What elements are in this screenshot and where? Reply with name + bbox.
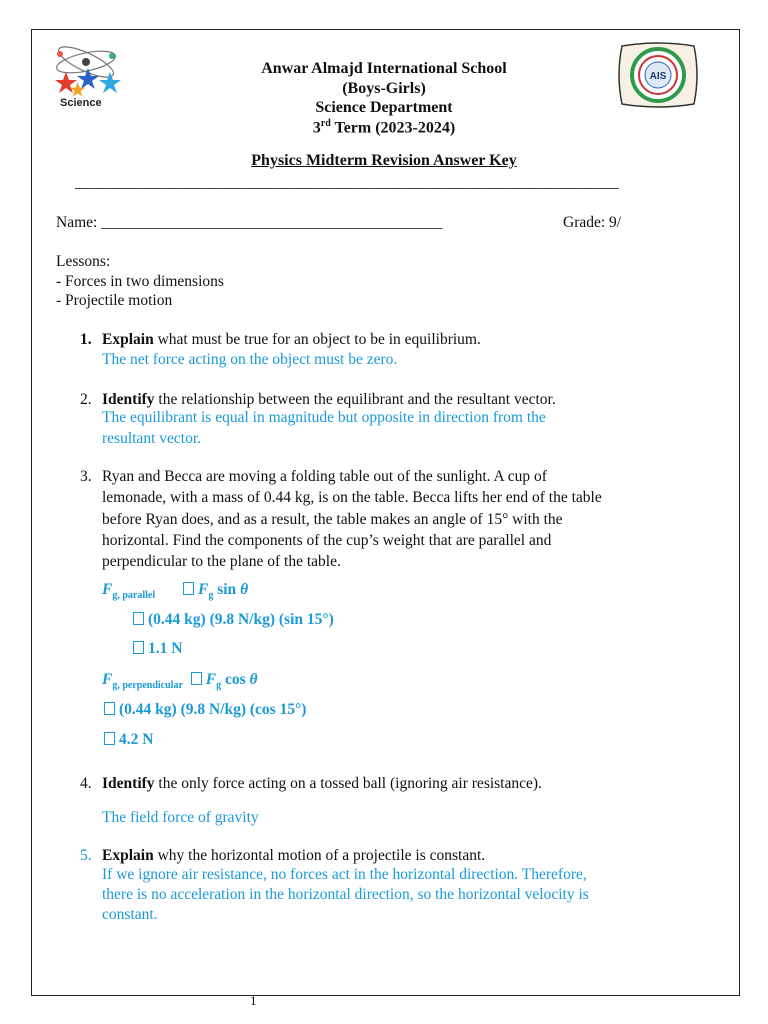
question-2: 2. Identify the relationship between the equilibrant and the resultant vector. <box>80 391 556 408</box>
lessons-title: Lessons: <box>56 253 111 270</box>
logo-caption: Science <box>60 97 102 109</box>
question-3-line: Ryan and Becca are moving a folding table out of the sunlight. A cup of <box>102 468 547 485</box>
equals-glyph-box <box>183 582 194 595</box>
answer-5-line-3: constant. <box>102 906 158 923</box>
question-3-number: 3. <box>80 468 92 485</box>
question-3-line: horizontal. Find the components of the cup’s weight that are parallel and <box>102 532 552 549</box>
answer-1: The net force acting on the object must be zero. <box>102 351 398 368</box>
department-name: Science Department <box>315 99 453 116</box>
name-field[interactable]: Name: ____________________________________________ <box>56 214 443 231</box>
equation-parallel-values: (0.44 kg) (9.8 N/kg) (sin 15°) <box>133 611 334 629</box>
header-separator: ________________________________________________________________________ <box>75 174 619 191</box>
question-3-line: perpendicular to the plane of the table. <box>102 553 341 570</box>
seal-initials: AIS <box>649 71 667 82</box>
answer-2-line-2: resultant vector. <box>102 430 201 447</box>
school-name: Anwar Almajd International School <box>261 60 507 77</box>
equation-perpendicular: $F_{g, perpendicular}$ $F_g$ cos θ <box>102 671 258 692</box>
lesson-item: - Forces in two dimensions <box>56 273 224 290</box>
equation-perpendicular-values: (0.44 kg) (9.8 N/kg) (cos 15°) <box>104 701 306 719</box>
equation-parallel: $F_{g, parallel}$ $F_g$ sin θ <box>102 581 249 602</box>
equation-perpendicular-result: 4.2 N <box>104 731 153 749</box>
equals-glyph-box <box>104 702 115 715</box>
page-number: 1 <box>250 993 257 1008</box>
equals-glyph-box <box>133 641 144 654</box>
answer-5-line-1: If we ignore air resistance, no forces act in the horizontal direction. Therefore, <box>102 866 587 883</box>
equals-glyph-box <box>191 672 202 685</box>
lesson-item: - Projectile motion <box>56 292 173 309</box>
equals-glyph-box <box>104 732 115 745</box>
answer-5-line-2: there is no acceleration in the horizontal direction, so the horizontal velocity is <box>102 886 589 903</box>
question-3-line: lemonade, with a mass of 0.44 kg, is on the table. Becca lifts her end of the table <box>102 489 602 506</box>
question-3-line: before Ryan does, and as a result, the table makes an angle of 15° with the <box>102 511 563 528</box>
document-title: Physics Midterm Revision Answer Key <box>251 152 517 169</box>
answer-4: The field force of gravity <box>102 809 259 826</box>
school-division: (Boys-Girls) <box>342 80 426 97</box>
equation-parallel-result: 1.1 N <box>133 640 182 658</box>
equals-glyph-box <box>133 612 144 625</box>
term-line: 3rd Term (2023-2024) <box>312 118 456 137</box>
question-4: 4. Identify the only force acting on a tossed ball (ignoring air resistance). <box>80 775 542 792</box>
question-5: 5. Explain why the horizontal motion of a projectile is constant. <box>80 847 486 864</box>
grade-field[interactable]: Grade: 9/ <box>563 214 622 231</box>
question-1: 1. Explain what must be true for an object to be in equilibrium. <box>80 331 481 348</box>
answer-2-line-1: The equilibrant is equal in magnitude but opposite in direction from the <box>102 409 546 426</box>
